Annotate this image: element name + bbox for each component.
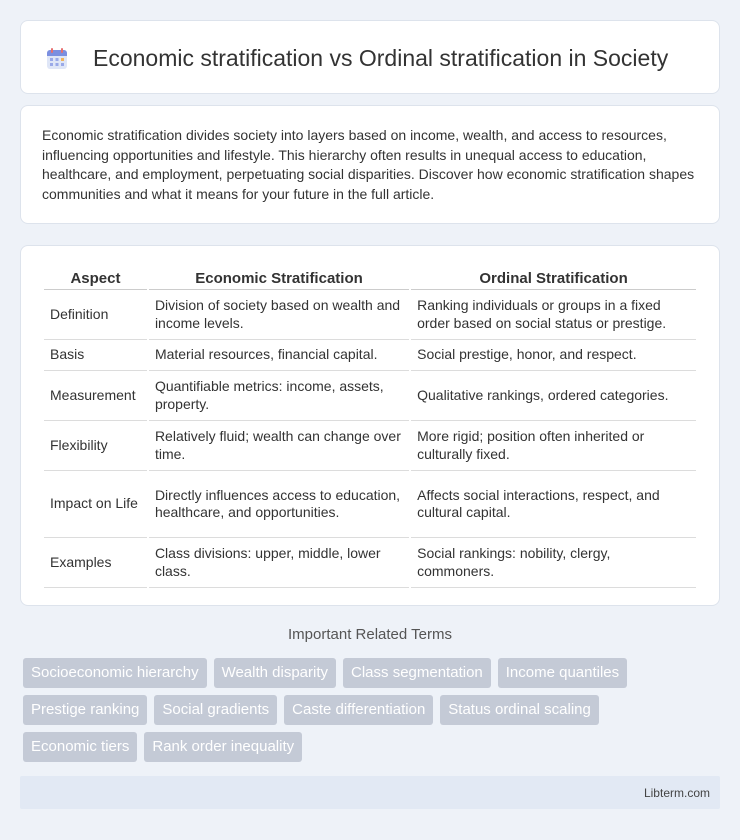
row-economic: Relatively fluid; wealth can change over time. bbox=[149, 421, 409, 471]
page-title: Economic stratification vs Ordinal stratification in Society bbox=[93, 45, 669, 71]
row-aspect: Measurement bbox=[44, 371, 147, 421]
related-term-tag[interactable]: Class segmentation bbox=[343, 658, 491, 688]
row-ordinal: Affects social interactions, respect, and cultural capital. bbox=[411, 471, 696, 538]
tag-row bbox=[23, 732, 703, 762]
footer-site-link[interactable]: Libterm.com bbox=[643, 786, 710, 800]
row-economic: Division of society based on wealth and income levels. bbox=[149, 290, 409, 340]
related-term-tag[interactable]: Socioeconomic hierarchy bbox=[23, 658, 207, 688]
row-aspect: Examples bbox=[44, 538, 147, 588]
table-row bbox=[44, 471, 696, 538]
related-term-tag[interactable]: Income quantiles bbox=[498, 658, 627, 688]
related-term-tag[interactable]: Prestige ranking bbox=[23, 695, 147, 725]
comparison-table bbox=[42, 266, 698, 588]
table-row bbox=[44, 290, 696, 340]
tag-row bbox=[23, 695, 703, 725]
related-term-tag[interactable]: Rank order inequality bbox=[144, 732, 302, 762]
table-row bbox=[44, 371, 696, 421]
row-ordinal: More rigid; position often inherited or culturally fixed. bbox=[411, 421, 696, 471]
table-row bbox=[44, 340, 696, 371]
header-card bbox=[20, 20, 720, 94]
related-terms-list bbox=[23, 658, 703, 769]
footer bbox=[20, 776, 720, 809]
row-economic: Material resources, financial capital. bbox=[149, 340, 409, 371]
row-aspect: Basis bbox=[44, 340, 147, 371]
row-economic: Quantifiable metrics: income, assets, property. bbox=[149, 371, 409, 421]
row-aspect: Definition bbox=[44, 290, 147, 340]
related-terms-title: Important Related Terms bbox=[288, 626, 452, 643]
row-ordinal: Qualitative rankings, ordered categories. bbox=[411, 371, 696, 421]
related-term-tag[interactable]: Social gradients bbox=[154, 695, 277, 725]
comparison-table-card bbox=[20, 245, 720, 606]
related-term-tag[interactable]: Caste differentiation bbox=[284, 695, 433, 725]
calendar-icon bbox=[45, 47, 69, 71]
row-economic: Class divisions: upper, middle, lower class. bbox=[149, 538, 409, 588]
row-ordinal: Social prestige, honor, and respect. bbox=[411, 340, 696, 371]
row-economic: Directly influences access to education, healthcare, and opportunities. bbox=[149, 471, 409, 538]
row-ordinal: Social rankings: nobility, clergy, commoners. bbox=[411, 538, 696, 588]
row-aspect: Flexibility bbox=[44, 421, 147, 471]
header-ordinal: Ordinal Stratification bbox=[411, 266, 696, 290]
related-term-tag[interactable]: Status ordinal scaling bbox=[440, 695, 599, 725]
table-row bbox=[44, 538, 696, 588]
intro-text: Economic stratification divides society into layers based on income, wealth, and access to resources, influencing opportunities and lifestyle. This hierarchy often results in unequal access to education, healthcare, and employment, perpetuating social disparities. Discover how economic stratification shapes communities and what it means for your future in the full article. bbox=[42, 127, 695, 202]
tag-row bbox=[23, 658, 703, 688]
table-row bbox=[44, 421, 696, 471]
row-ordinal: Ranking individuals or groups in a fixed order based on social status or prestige. bbox=[411, 290, 696, 340]
row-aspect: Impact on Life bbox=[44, 471, 147, 538]
header-aspect: Aspect bbox=[44, 266, 147, 290]
intro-card bbox=[20, 105, 720, 224]
header-economic: Economic Stratification bbox=[149, 266, 409, 290]
table-header-row bbox=[44, 266, 696, 290]
related-term-tag[interactable]: Economic tiers bbox=[23, 732, 137, 762]
related-term-tag[interactable]: Wealth disparity bbox=[214, 658, 336, 688]
